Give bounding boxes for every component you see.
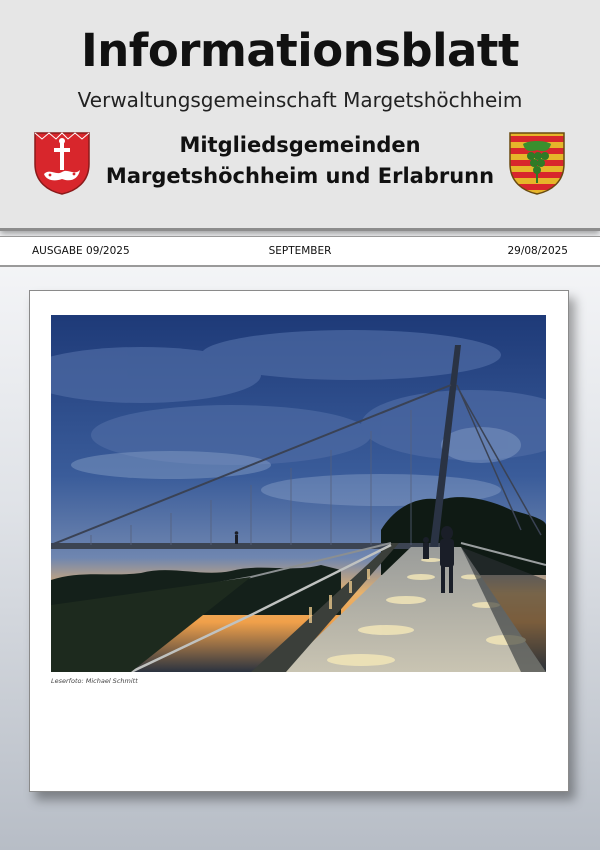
- cover-photo-bridge: [51, 315, 546, 672]
- erlabrunn-crest-icon: [507, 130, 567, 196]
- issue-bar: [0, 236, 600, 267]
- issue-month: SEPTEMBER: [268, 245, 332, 257]
- cover-photo-card: [29, 290, 569, 792]
- photo-caption: Leserfoto: Michael Schmitt: [51, 677, 138, 685]
- page-title: Informationsblatt: [81, 24, 519, 77]
- members-heading: Mitgliedsgemeinden: [179, 133, 421, 157]
- masthead-subtitle: Verwaltungsgemeinschaft Margetshöchheim: [77, 88, 523, 112]
- margetshoechheim-crest-icon: [32, 130, 92, 196]
- issue-number: AUSGABE 09/2025: [32, 245, 130, 257]
- member-municipalities: [100, 130, 500, 192]
- masthead: [0, 0, 600, 231]
- members-names: Margetshöchheim und Erlabrunn: [105, 164, 495, 188]
- issue-date: 29/08/2025: [507, 245, 568, 257]
